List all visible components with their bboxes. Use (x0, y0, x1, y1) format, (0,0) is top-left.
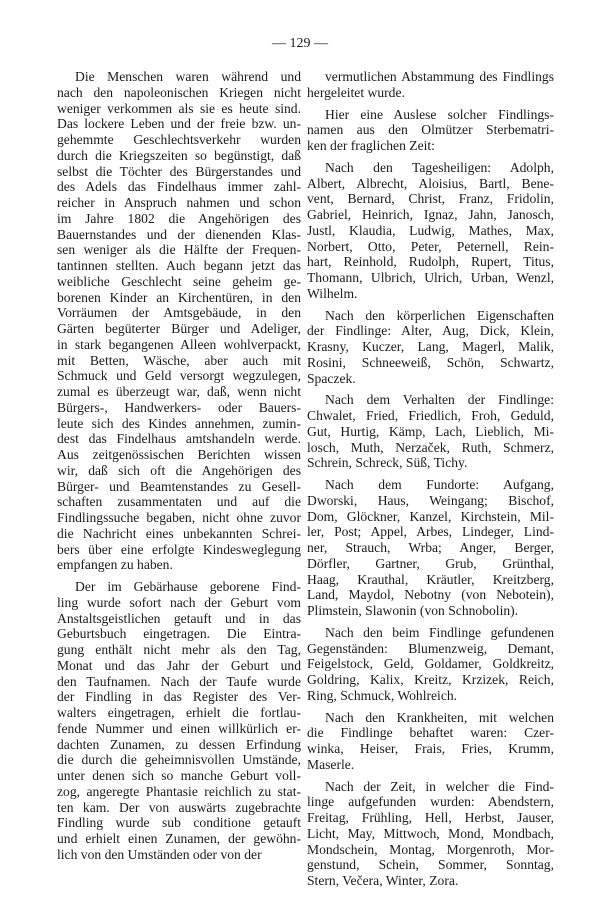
text-line: zog, angeregte Phantasie reichlich zu stat- (57, 783, 301, 799)
text-line: reicher in Anspruch nahmen und schon (57, 195, 301, 210)
text-line: Anstaltsgeistlichen getauft und in das (57, 610, 301, 626)
text-line: bers über eine erfolgte Kindesweglegung (57, 541, 301, 557)
text-line: Mondschein, Montag, Morgenroth, Mor- (307, 841, 554, 857)
text-line: Das lockere Leben und der freie bzw. un- (57, 116, 301, 132)
text-line: vent, Bernard, Christ, Franz, Fridolin, (307, 191, 554, 207)
text-line: Maserle. (307, 756, 355, 772)
text-line: linge aufgefunden wurden: Abendstern, (307, 794, 554, 810)
paragraph (307, 107, 554, 154)
text-line: sen weniger als die Hälfte der Frequen- (57, 242, 301, 258)
text-line: Gut, Hurtig, Kämp, Lach, Lieblich, Mi- (307, 423, 554, 439)
text-line: dest das Findelhaus amtshandeln werde. (57, 431, 301, 447)
paragraph (307, 710, 554, 773)
text-line: durch die Kriegszeiten so begünstigt, daß (57, 147, 301, 163)
text-line: hart, Reinhold, Rudolph, Rupert, Titus, (307, 254, 554, 270)
paragraph (307, 392, 554, 471)
page-number: — 129 — (272, 36, 328, 51)
text-line: wir, daß sich oft die Angehörigen des (57, 462, 301, 478)
right-column (307, 69, 554, 895)
text-line: tantinnen stellten. Auch begann jetzt das (57, 258, 301, 273)
text-line: Nach den Tagesheiligen: Adolph, (325, 159, 554, 175)
text-line: Schrein, Schreck, Süß, Tichy. (307, 455, 468, 471)
text-line: Justl, Klaudia, Ludwig, Mathes, Max, (307, 222, 554, 238)
text-line: des Adels das Findelhaus immer zahl- (57, 179, 301, 195)
text-line: Goldring, Kalix, Kreitz, Krzizek, Reich, (307, 672, 554, 687)
text-line: Feigelstock, Geld, Goldamer, Goldkreitz, (307, 656, 554, 672)
text-line: Land, Maydol, Nebotny (von Nebotein), (307, 587, 554, 603)
text-line: Dom, Glöckner, Kanzel, Kirchstein, Mil- (307, 508, 554, 524)
text-line: lich von den Umständen oder von der (57, 846, 262, 862)
text-line: Der im Gebärhause geborene Find- (75, 579, 301, 594)
text-line: und erhielt einen Zunamen, der gewöhn- (57, 831, 301, 846)
text-line: Norbert, Otto, Peter, Peternell, Rein- (307, 238, 554, 254)
text-line: ler, Post; Appel, Arbes, Lindeger, Lind- (307, 524, 554, 540)
text-line: Bauernstandes und der dienenden Klas- (57, 226, 301, 242)
text-line: walters eingetragen, erhielt die fortlau- (57, 705, 301, 720)
text-line: gehemmte Geschlechtsverkehr wurden (57, 132, 301, 147)
text-line: weniger verkommen als sie es heute sind. (57, 100, 301, 116)
text-line: unter denen sich so manche Geburt voll- (57, 768, 301, 783)
text-line: Licht, May, Mittwoch, Mond, Mondbach, (307, 825, 554, 841)
left-column (57, 69, 301, 869)
text-line: in stark begangenen Alleen wohlverpackt, (57, 336, 301, 352)
text-line: Haag, Krauthal, Kräutler, Kreitzberg, (307, 571, 554, 587)
text-line: dachten Zunamen, zu dessen Erfindung (57, 736, 301, 752)
text-line: im Jahre 1802 die Angehörigen des (57, 210, 301, 226)
paragraph (307, 69, 554, 101)
text-line: Krasny, Kuczer, Lang, Magerl, Malik, (307, 339, 554, 354)
paragraph (307, 477, 554, 619)
text-line: die durch die geheimnisvollen Umstände, (57, 752, 301, 768)
text-line: weibliche Geschlecht seine geheim ge- (57, 273, 301, 289)
text-line: Schmuck und Geld versorgt wegzulegen, (57, 368, 301, 384)
text-line: Plimstein, Slawonin (von Schnobolin). (307, 603, 519, 618)
text-line: Bürgers-, Handwerkers- oder Bauers- (57, 399, 301, 415)
text-line: die Findlinge behaftet waren: Czer- (307, 725, 554, 741)
text-line: Hier eine Auslese solcher Findlings- (325, 106, 554, 122)
text-line: namen aus den Olmützer Sterbematri- (307, 122, 554, 138)
text-line: nach den napoleonischen Kriegen nicht (57, 84, 301, 100)
text-line: ling wurde sofort nach der Geburt vom (57, 594, 301, 610)
text-line: Monat und das Jahr der Geburt und (57, 657, 301, 673)
text-line: Aus zeitgenössischen Berichten wissen (57, 447, 301, 462)
paragraph (307, 160, 554, 302)
text-line: zumal es überzeugt war, daß, wenn nicht (57, 384, 301, 399)
paragraph (57, 579, 301, 863)
text-line: losch, Muth, Nerzaček, Ruth, Schmerz, (307, 439, 554, 455)
paragraph (307, 308, 554, 387)
text-line: Dörfler, Gartner, Grub, Grünthal, (307, 555, 554, 571)
text-line: Thomann, Ulbrich, Ulrich, Urban, Wenzl, (307, 270, 554, 285)
text-line: Dworski, Haus, Weingang; Bischof, (307, 492, 554, 508)
text-line: ten kam. Der von auswärts zugebrachte (57, 799, 301, 815)
text-line: Findlingssuche begaben, nicht ohne zuvor (57, 510, 301, 525)
text-line: Gärten begüterter Bürger und Adeliger, (57, 321, 301, 336)
paragraph (57, 69, 301, 573)
text-line: Gegenständen: Blumenzweig, Demant, (307, 640, 554, 656)
text-line: leute sich des Kindes annehmen, zumin- (57, 415, 301, 431)
text-line: Freitag, Frühling, Hell, Herbst, Jauser, (307, 810, 554, 825)
text-line: Nach den körperlichen Eigenschaften (325, 307, 554, 323)
text-line: genstund, Schein, Sommer, Sonntag, (307, 857, 554, 873)
text-line: den Taufnamen. Nach der Taufe wurde (57, 673, 301, 689)
text-line: Vorräumen der Amtsgebäude, in den (57, 305, 301, 321)
text-line: gung enthält nicht mehr als den Tag, (57, 642, 301, 657)
text-line: Geburtsbuch eingetragen. Die Eintra- (57, 626, 301, 642)
text-line: Nach der Zeit, in welcher die Find- (325, 778, 554, 794)
text-line: borenen Kinder an Kirchentüren, in den (57, 289, 301, 305)
paragraph (307, 779, 554, 889)
text-line: ner, Strauch, Wrba; Anger, Berger, (307, 540, 554, 555)
paragraph (307, 625, 554, 704)
text-line: hergeleitet wurde. (307, 84, 405, 100)
text-line: Die Menschen waren während und (75, 69, 301, 84)
text-line: der Findling in das Register des Ver- (57, 689, 301, 705)
text-line: Chwalet, Fried, Friedlich, Froh, Geduld, (307, 408, 554, 423)
text-line: der Findlinge: Alter, Aug, Dick, Klein, (307, 323, 554, 339)
text-line: Spaczek. (307, 370, 356, 386)
text-line: Wilhelm. (307, 285, 358, 301)
text-line: ken der fraglichen Zeit: (307, 138, 435, 153)
text-line: Nach den Krankheiten, mit welchen (325, 709, 554, 725)
text-line: Nach dem Verhalten der Findlinge: (325, 392, 554, 408)
text-line: Stern, Večera, Winter, Zora. (307, 873, 459, 888)
text-line: fende Nummer und einen willkürlich er- (57, 720, 301, 736)
text-line: selbst die Töchter des Bürgerstandes und (57, 163, 301, 179)
text-line: Bürger- und Beamtenstandes zu Gesell- (57, 478, 301, 494)
text-line: Albert, Albrecht, Aloisius, Bartl, Bene- (307, 175, 554, 191)
text-line: mit Betten, Wäsche, aber auch mit (57, 352, 301, 368)
text-line: schaften zusammentaten und auf die (57, 494, 301, 510)
text-line: Ring, Schmuck, Wohlreich. (307, 687, 458, 703)
text-line: empfangen zu haben. (57, 557, 173, 573)
text-line: Nach dem Fundorte: Aufgang, (325, 477, 554, 492)
text-line: Rosini, Schneeweiß, Schön, Schwartz, (307, 354, 554, 370)
text-line: Gabriel, Heinrich, Ignaz, Jahn, Janosch, (307, 207, 554, 222)
text-line: vermutlichen Abstammung des Findlings (325, 69, 554, 84)
text-line: Nach den beim Findlinge gefundenen (325, 624, 554, 640)
text-line: die Nachricht eines unbekannten Schrei- (57, 525, 301, 541)
text-line: Findling wurde sub conditione getauft (57, 815, 301, 831)
text-line: winka, Heiser, Frais, Fries, Krumm, (307, 741, 554, 756)
